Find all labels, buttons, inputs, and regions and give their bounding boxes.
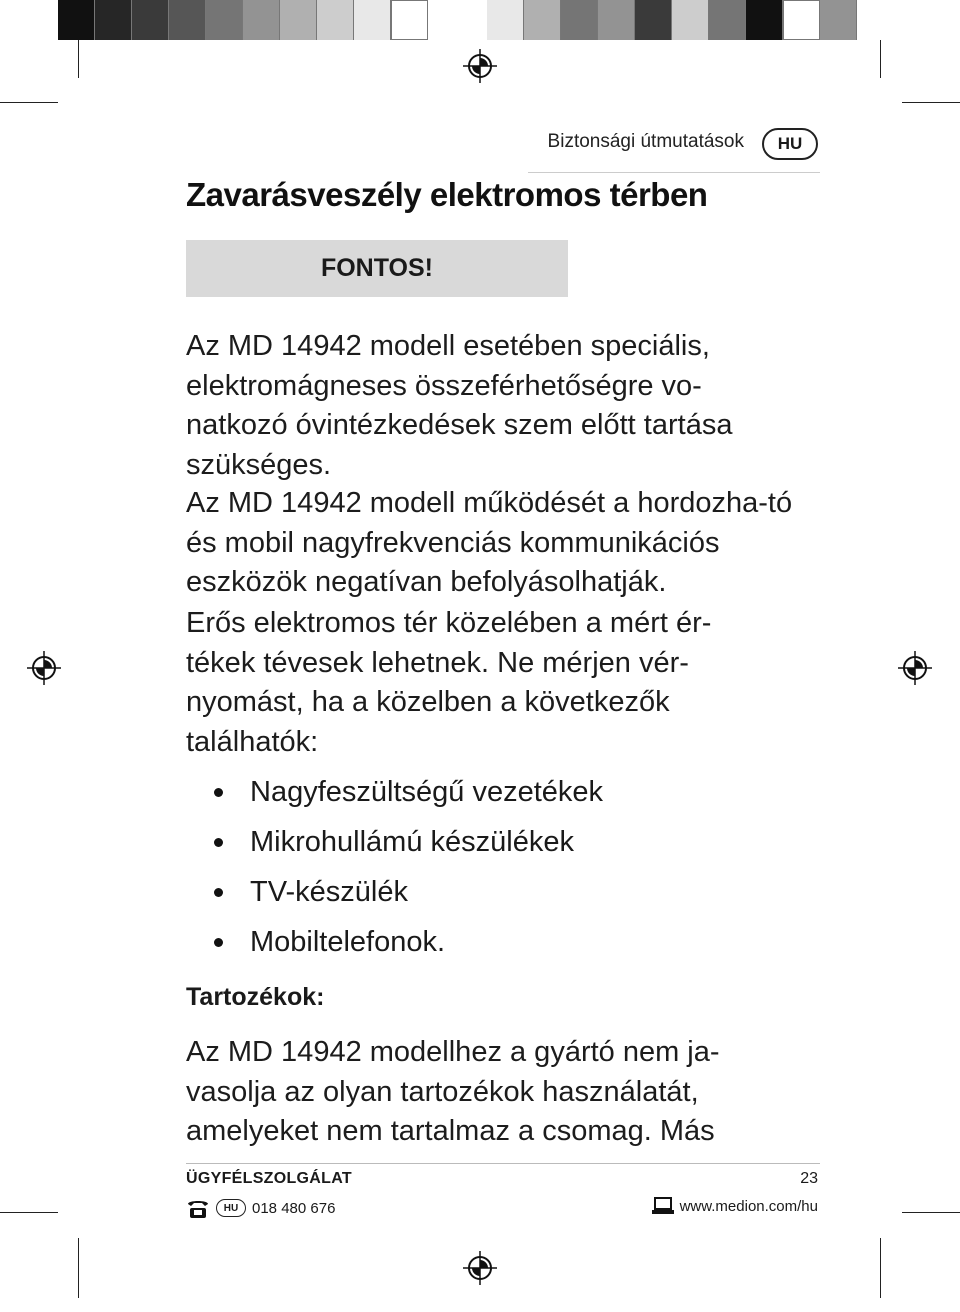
- page-title: Zavarásveszély elektromos térben: [186, 176, 708, 213]
- accessories-title: Tartozékok:: [186, 983, 325, 1011]
- accessories-paragraph: Az MD 14942 modellhez a gyártó nem ja-vasolja az olyan tartozékok használatát, amelyeket nem tartalmaz a csomag. Más: [186, 1036, 720, 1147]
- phone-number: 018 480 676: [252, 1199, 336, 1217]
- list-item: Mobiltelefonok.: [210, 917, 603, 967]
- color-bar-left: [58, 0, 428, 40]
- crop-mark: [902, 1212, 960, 1213]
- crop-mark: [880, 1238, 881, 1298]
- section-header: Biztonsági útmutatások: [547, 131, 744, 152]
- list-item: Nagyfeszültségű vezetékek: [210, 767, 603, 817]
- website-contact: [652, 1197, 818, 1215]
- paragraph-2: Az MD 14942 modell működését a hordozha-tó és mobil nagyfrekvenciás kommunikációs eszközök negatívan befolyásolhatják.: [186, 487, 793, 598]
- registration-mark-icon: [27, 651, 61, 685]
- crop-mark: [78, 40, 79, 78]
- color-bar-right: [487, 0, 857, 40]
- header-divider: [528, 172, 820, 173]
- bullet-list: [210, 767, 603, 967]
- registration-mark-icon: [463, 49, 497, 83]
- phone-contact: [186, 1197, 335, 1219]
- paragraph-1: Az MD 14942 modell esetében speciális, elektromágneses összeférhetőségre vo-natkozó óvintézkedések szem előtt tartása szükséges.: [186, 330, 733, 481]
- crop-mark: [0, 1212, 58, 1213]
- notice-box: [186, 240, 568, 297]
- language-badge-small: HU: [216, 1199, 246, 1217]
- registration-mark-icon: [898, 651, 932, 685]
- notice-label: FONTOS!: [320, 254, 434, 282]
- list-item: TV-készülék: [210, 867, 603, 917]
- language-badge: HU: [762, 128, 818, 160]
- registration-mark-icon: [463, 1251, 497, 1285]
- page-number: 23: [800, 1170, 818, 1187]
- list-item: Mikrohullámú készülékek: [210, 817, 603, 867]
- crop-mark: [880, 40, 881, 78]
- laptop-icon: [652, 1197, 674, 1215]
- website-link[interactable]: www.medion.com/hu: [679, 1197, 818, 1215]
- phone-icon: [186, 1197, 210, 1219]
- crop-mark: [902, 102, 960, 103]
- crop-mark: [0, 102, 58, 103]
- crop-mark: [78, 1238, 79, 1298]
- footer-divider: [186, 1163, 820, 1164]
- paragraph-3: Erős elektromos tér közelében a mért ér-tékek tévesek lehetnek. Ne mérjen vér-nyomást, ha a közelben a következők találhatók:: [186, 607, 712, 758]
- service-label: ÜGYFÉLSZOLGÁLAT: [186, 1170, 352, 1187]
